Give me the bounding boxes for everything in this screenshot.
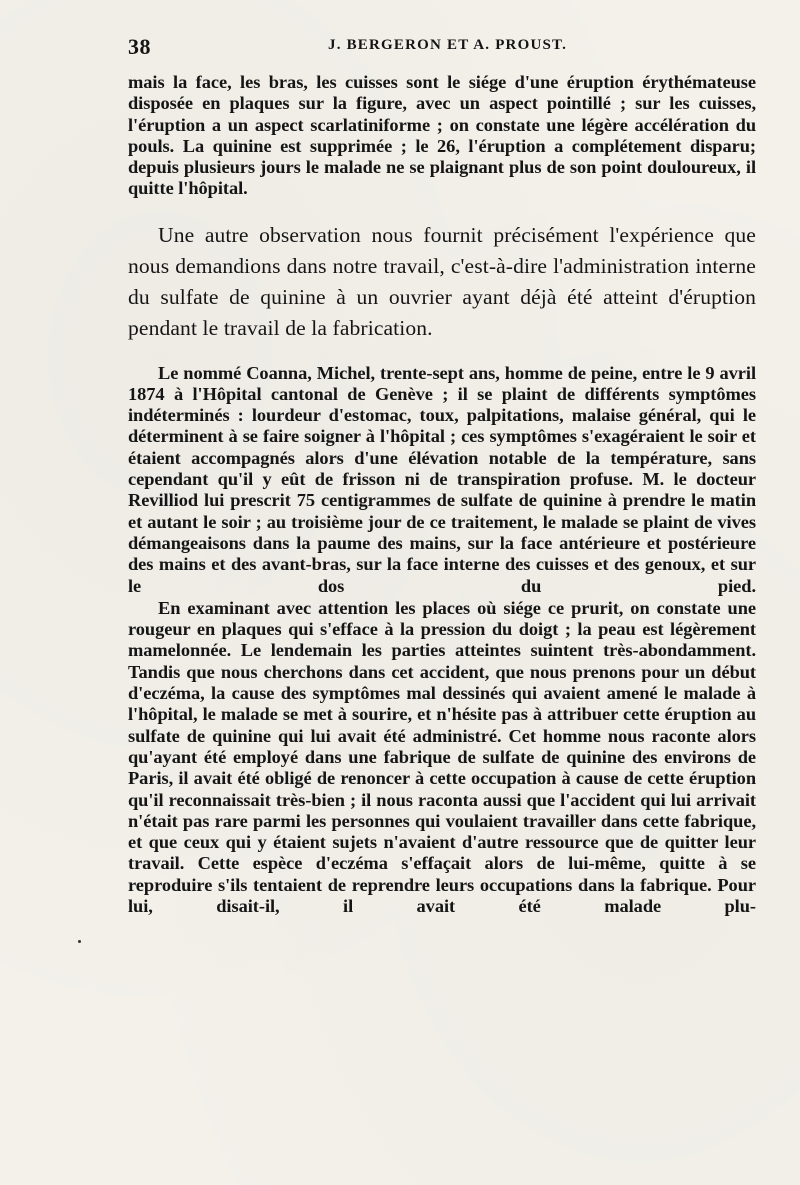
page-header	[128, 34, 758, 60]
paragraph-examination: En examinant avec attention les places où siége ce prurit, on constate une rougeur en plaques qui s'efface à la pression du doigt ; la peau est légèrement mamelonnée. Le lendemain les parties atteintes suintent très-abondamment. Tandis que nous cherchons dans cet accident, que nous prenons pour un début d'eczéma, la cause des symptômes mal dessinés qui avaient amené le malade à l'hôpital, le malade se met à sourire, et n'hésite pas à attribuer cette éruption au sulfate de quinine qui lui avait été administré. Cet homme nous raconte alors qu'ayant été employé dans une fabrique de sulfate de quinine des environs de Paris, il avait été obligé de renoncer à cette occupation à cause de cette éruption qu'il reconnaissait très-bien ; il nous raconta aussi que l'accident qui lui arrivait n'était pas rare parmi les personnes qui voulaient travailler dans cette fabrique, et que ceux qui y étaient sujets n'avaient d'autre ressource que de quitter leur travail. Cette espèce d'eczéma s'effaçait alors de lui-même, quitte à se reproduire s'ils tentaient de reprendre leurs occupations dans la fabrique. Pour lui, disait-il, il avait été malade plu-	[128, 597, 756, 917]
page-body	[128, 72, 756, 917]
running-head: J. BERGERON ET A. PROUST.	[328, 37, 568, 53]
paragraph-continuation: mais la face, les bras, les cuisses sont le siége d'une éruption érythémateuse disposée en plaques sur la figure, avec un aspect pointillé ; sur les cuisses, l'éruption a un aspect scarlatiniforme ; on constate une légère accélération du pouls. La quinine est supprimée ; le 26, l'éruption a complétement disparu; depuis plusieurs jours le malade ne se plaignant plus de son point douloureux, il quitte l'hôpital.	[128, 72, 756, 199]
print-speck	[78, 940, 81, 943]
page-number: 38	[128, 34, 151, 59]
paragraph-observation-intro: Une autre observation nous fournit précisément l'expérience que nous demandions dans notre travail, c'est-à-dire l'administration interne du sulfate de quinine à un ouvrier ayant déjà été atteint d'éruption pendant le travail de la fabrication.	[128, 222, 756, 341]
paragraph-case-coanna: Le nommé Coanna, Michel, trente-sept ans, homme de peine, entre le 9 avril 1874 à l'Hôpital cantonal de Genève ; il se plaint de différents symptômes indéterminés : lourdeur d'estomac, toux, palpitations, malaise général, qui le déterminent à se faire soigner à l'hôpital ; ces symptômes s'exagéraient le soir et étaient accompagnés alors d'une élévation notable de la température, sans cependant qu'il y eût de frisson ni de transpiration profuse. M. le docteur Revilliod lui prescrit 75 centigrammes de sulfate de quinine à prendre le matin et autant le soir ; au troisième jour de ce traitement, le malade se plaint de vives démangeaisons dans la paume des mains, sur la face antérieure et postérieure des mains et des avant-bras, sur la face interne des cuisses et des genoux, et sur le dos du pied.	[128, 362, 756, 596]
